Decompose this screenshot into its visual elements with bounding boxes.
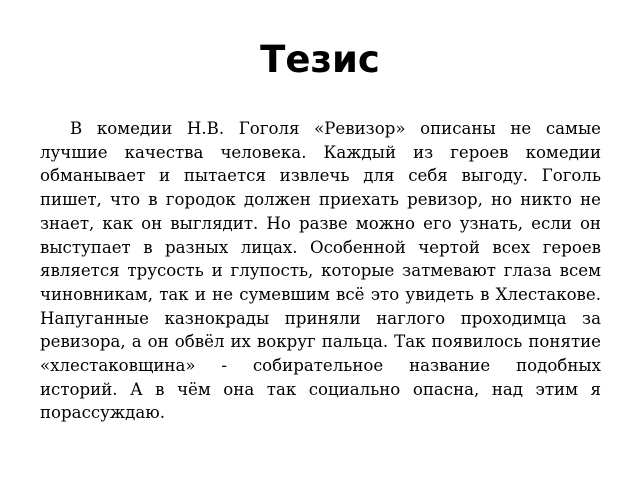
slide-title: Тезис (260, 38, 380, 81)
slide-body-paragraph: В комедии Н.В. Гоголя «Ревизор» описаны не самые лучшие качества человека. Каждый из героев комедии обманывает и пытается извлечь для себя выгоду. Гоголь пишет, что в городок должен приехать ревизор, но никто не знает, как он выглядит. Но разве можно его узнать, если он выступает в разных лицах. Особенной чертой всех героев является трусость и глупость, которые затмевают глаза всем чиновникам, так и не сумевшим всё это увидеть в Хлестакове. Напуганные казнокрады приняли наглого проходимца за ревизора, а он обвёл их вокруг пальца. Так появилось понятие «хлестаковщина» - собирательное название подобных историй. А в чём она так социально опасна, над этим я порассуждаю. (40, 119, 601, 423)
